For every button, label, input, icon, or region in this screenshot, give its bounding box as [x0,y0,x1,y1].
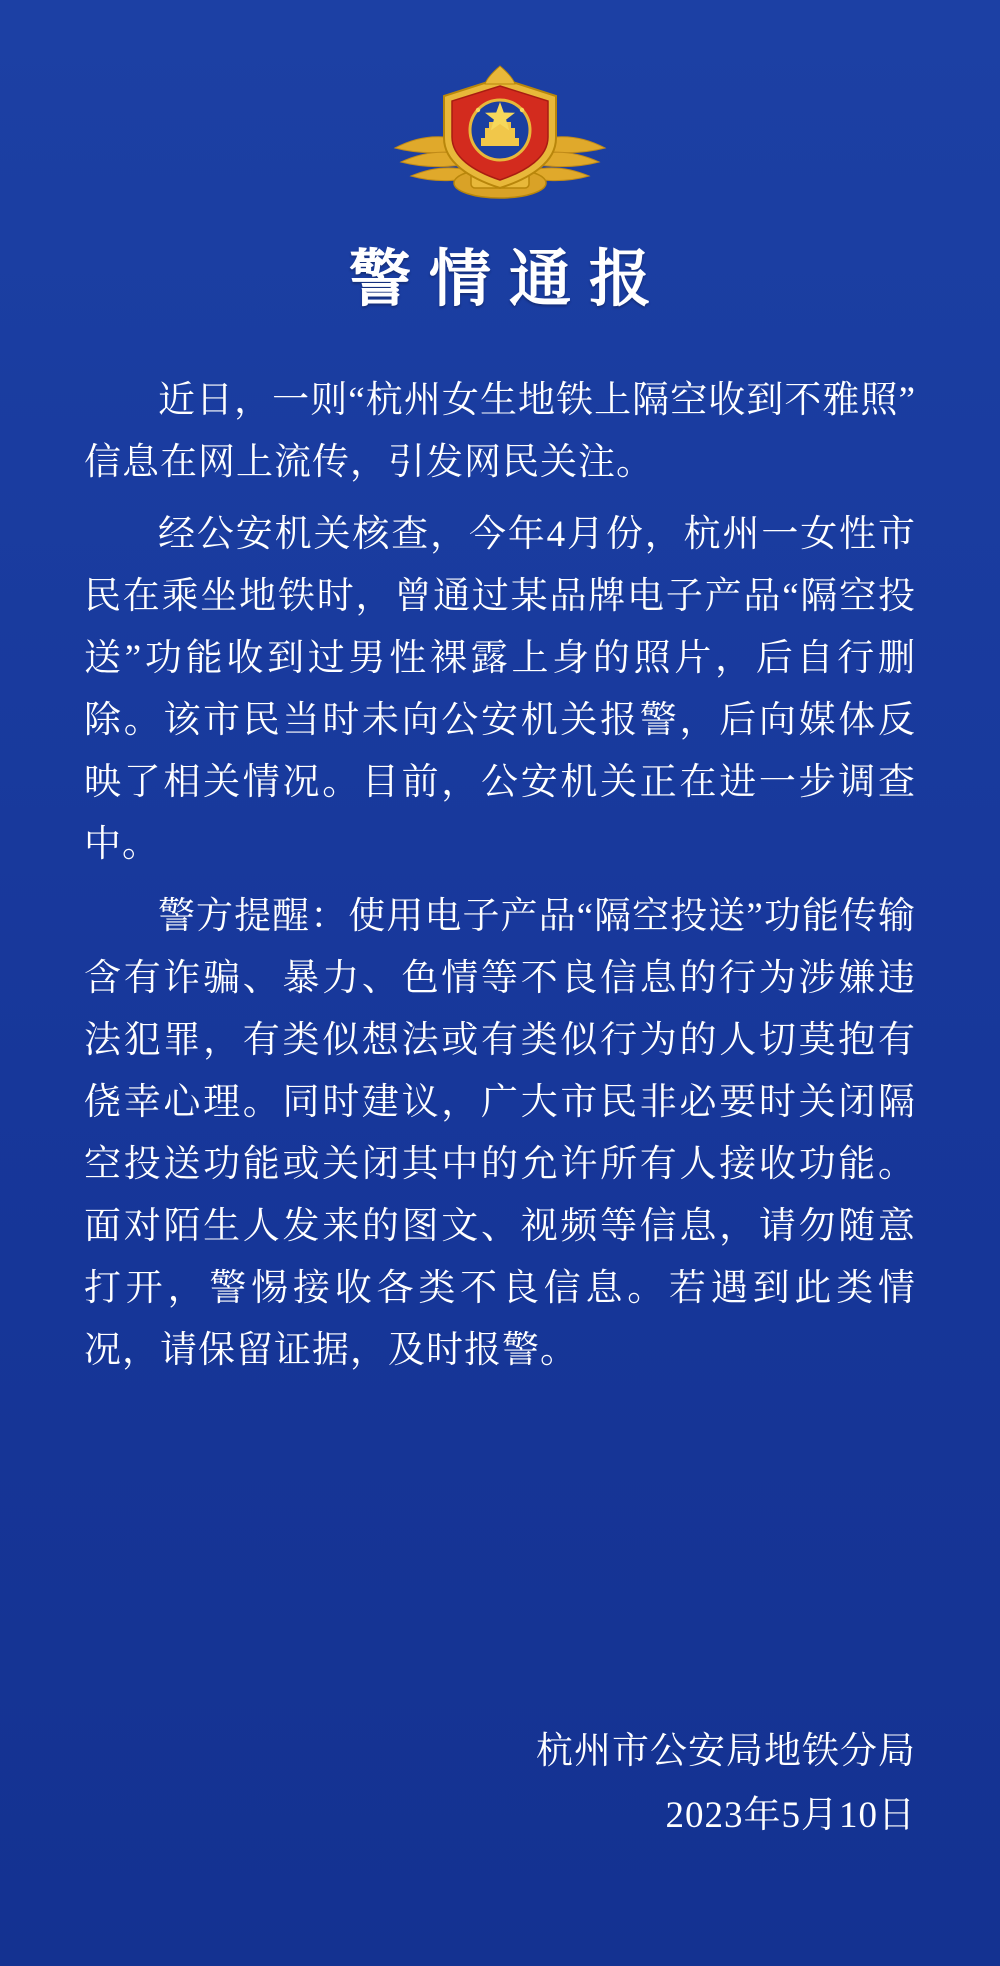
body-paragraph-3: 警方提醒：使用电子产品“隔空投送”功能传输含有诈骗、暴力、色情等不良信息的行为涉嫌违法犯罪，有类似想法或有类似行为的人切莫抱有侥幸心理。同时建议，广大市民非必要时关闭隔空投送功能或关闭其中的允许所有人接收功能。面对陌生人发来的图文、视频等信息，请勿随意打开，警惕接收各类不良信息。若遇到此类情况，请保留证据，及时报警。 [84,896,916,1372]
police-badge-icon [385,52,615,212]
page-title: 警情通报 [348,246,669,314]
body-paragraph-2: 经公安机关核查，今年4月份，杭州一女性市民在乘坐地铁时，曾通过某品牌电子产品“隔空投送”功能收到过男性裸露上身的照片，后自行删除。该市民当时未向公安机关报警，后向媒体反映了相关情况。目前，公安机关正在进一步调查中。 [84,514,916,866]
signature-issuer: 杭州市公安局地铁分局 [536,1731,916,1772]
signature-date: 2023年5月10日 [665,1795,916,1836]
signature-block [536,1720,916,1848]
body-paragraph-1: 近日，一则“杭州女生地铁上隔空收到不雅照”信息在网上流传，引发网民关注。 [84,380,916,484]
notice-body [84,370,916,1392]
